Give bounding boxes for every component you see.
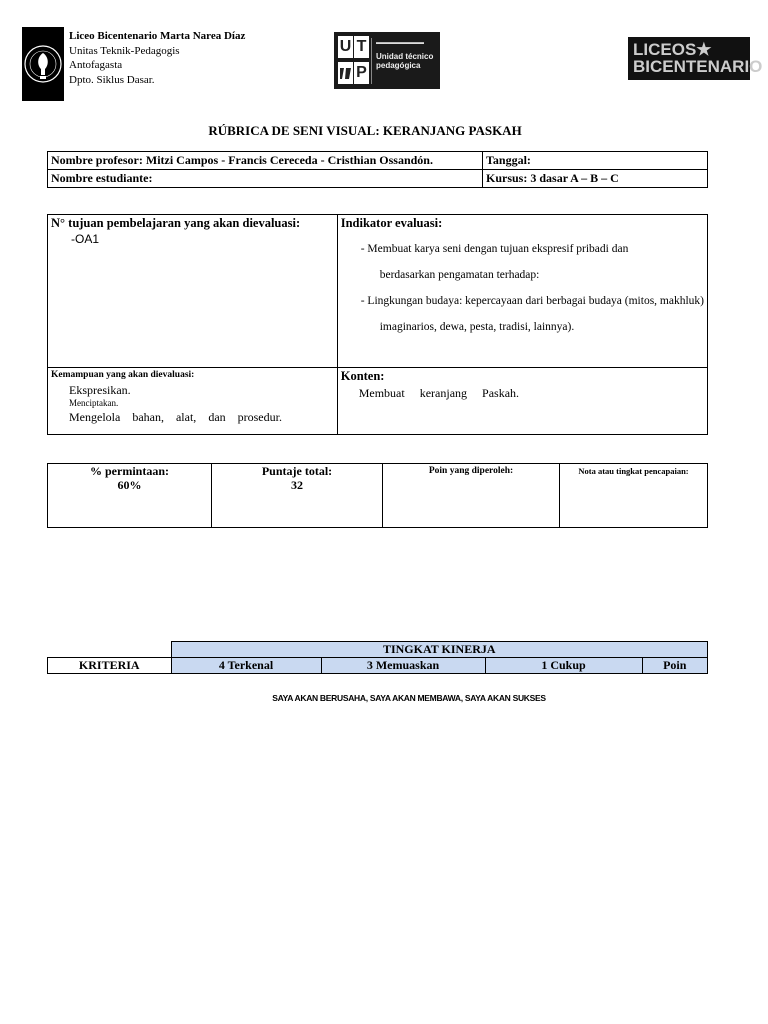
kemampuan-cell: Kemampuan yang akan dievaluasi: Ekspresikan. Menciptakan. Mengelola bahan, alat, dan prosedur.	[48, 368, 338, 435]
rubric-table	[47, 641, 708, 674]
indikator-label: Indikator evaluasi:	[340, 216, 443, 230]
indikator-list: - Membuat karya seni dengan tujuan ekspresif pribadi dan berdasarkan pengamatan terhadap: - Lingkungan budaya: kepercayaan dari berbagai budaya (mitos, makhluk) imaginarios, dewa, pesta, tradisi, lainnya).	[360, 243, 704, 333]
objectives-table	[47, 214, 708, 435]
tujuan-value: -OA1	[71, 232, 100, 246]
score-table	[47, 463, 708, 528]
school-unit: Unitas Teknik-Pedagogis	[69, 44, 180, 57]
motto-text: SAYA AKAN BERUSAHA, SAYA AKAN MEMBAWA, SAYA AKAN SUKSES	[272, 693, 546, 703]
kemampuan-label: Kemampuan yang akan dievaluasi:	[51, 370, 195, 380]
permintaan-cell: % permintaan: 60%	[48, 464, 212, 528]
poin-cell[interactable]: Poin yang diperoleh:	[383, 464, 560, 528]
puntaje-cell: Puntaje total: 32	[212, 464, 383, 528]
tujuan-label: N° tujuan pembelajaran yang akan dievaluasi:	[51, 216, 301, 230]
kursus-cell: Kursus: 3 dasar A – B – C	[483, 170, 708, 188]
indikator-cell	[337, 215, 707, 368]
tanggal-cell[interactable]: Tanggal:	[483, 152, 708, 170]
utp-icon	[338, 62, 353, 84]
konten-value: Membuat keranjang Paskah.	[358, 386, 520, 400]
school-name: Liceo Bicentenario Marta Narea Díaz	[69, 30, 246, 42]
school-seal-logo	[22, 27, 64, 101]
konten-cell	[337, 368, 707, 435]
kriteria-header: KRITERIA	[48, 658, 172, 674]
school-info	[69, 29, 245, 87]
tujuan-cell	[48, 215, 338, 368]
estudiante-cell[interactable]: Nombre estudiante:	[48, 170, 483, 188]
profesor-cell: Nombre profesor: Mitzi Campos - Francis Cereceda - Cristhian Ossandón.	[48, 152, 483, 170]
poin-header: Poin	[642, 658, 708, 674]
student-info-table	[47, 151, 708, 188]
utp-logo: U T P ▬▬▬▬▬▬▬▬ Unidad técnico pedagógica	[334, 32, 440, 89]
nota-cell[interactable]: Nota atau tingkat pencapaian:	[560, 464, 708, 528]
document-title: RÚBRICA DE SENI VISUAL: KERANJANG PASKAH	[208, 123, 522, 138]
liceos-bicentenario-logo: LICEOS★ BICENTENARIO	[628, 37, 750, 80]
tingkat-kinerja-header: TINGKAT KINERJA	[171, 642, 708, 658]
school-city: Antofagasta	[69, 59, 123, 71]
level-1-header: 1 Cukup	[485, 658, 642, 674]
level-4-header: 4 Terkenal	[171, 658, 321, 674]
konten-label: Konten:	[340, 369, 385, 383]
school-department: Dpto. Siklus Dasar.	[69, 73, 155, 86]
level-3-header: 3 Memuaskan	[321, 658, 485, 674]
